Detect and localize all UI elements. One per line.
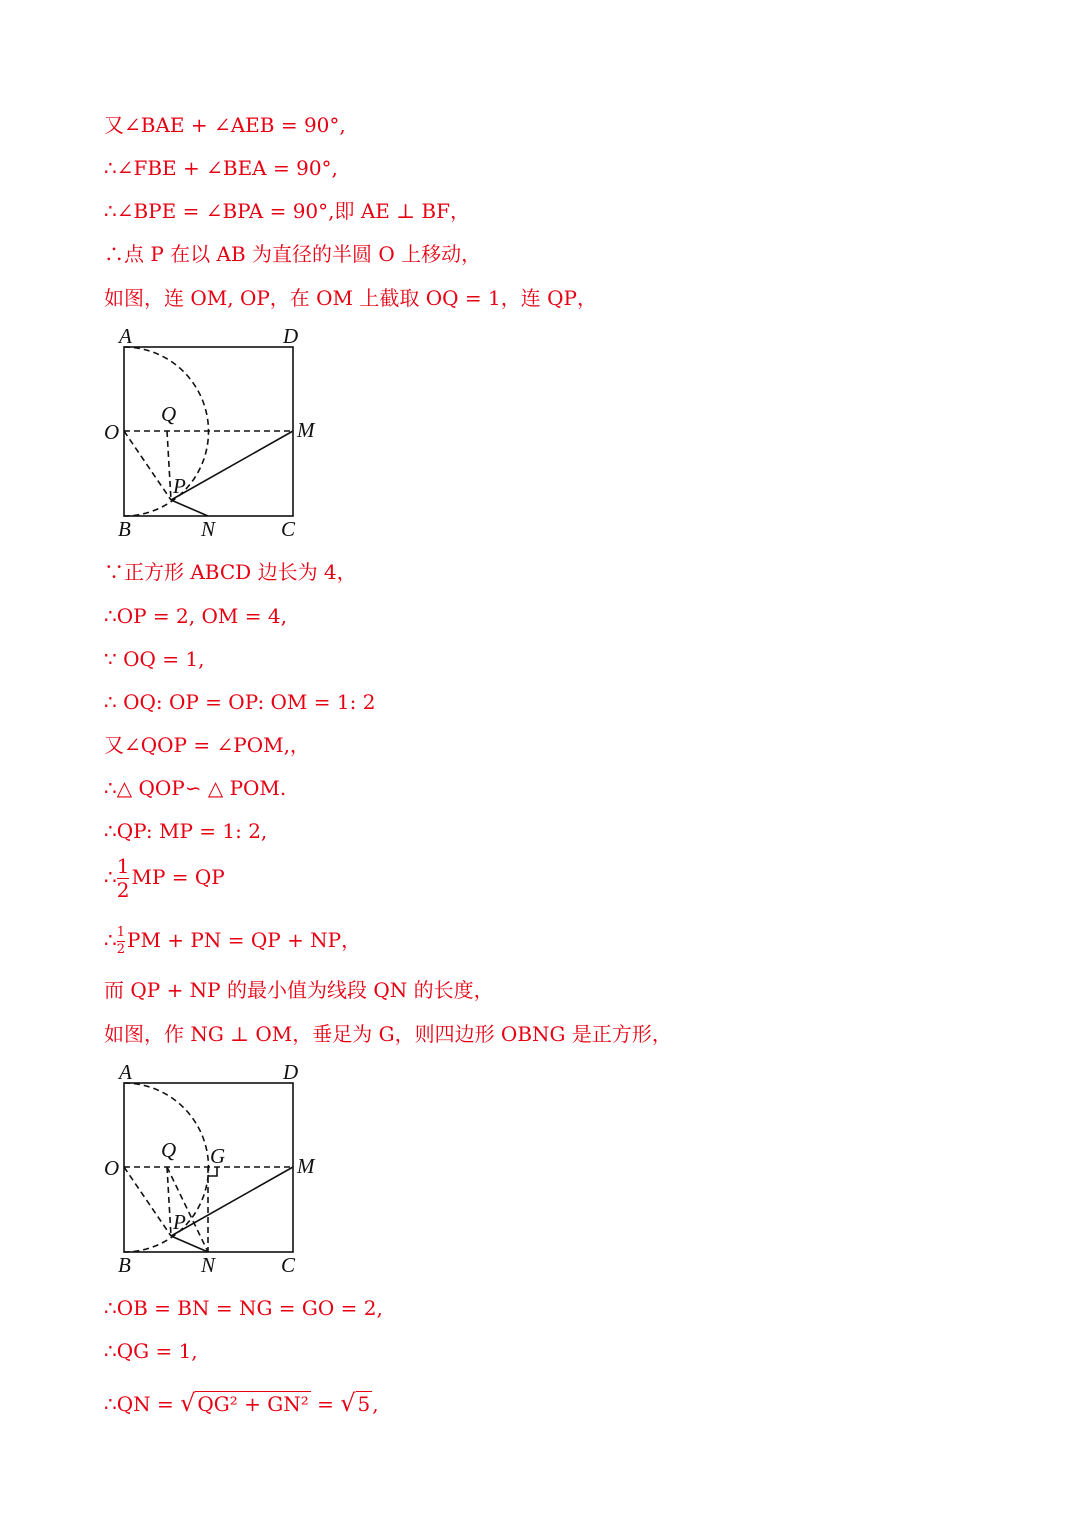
label-c: C: [281, 517, 296, 541]
equals: =: [310, 1392, 341, 1416]
label-c: C: [281, 1253, 296, 1277]
line-angle-sum: 又∠BAE + ∠AEB = 90°,: [104, 113, 346, 137]
line-construct-oq: 如图，连 OM, OP，在 OM 上截取 OQ = 1，连 QP，: [104, 286, 597, 310]
sqrt-radicand-five: 5: [357, 1392, 371, 1416]
sqrt-radicand: QG² + GN²: [197, 1392, 309, 1416]
fraction-numerator: 1: [116, 854, 130, 878]
line-similar: ∴△ QOP∽ △ POM.: [104, 776, 287, 800]
line-qn-sqrt: [104, 1389, 379, 1418]
right-angle-mark: [208, 1167, 217, 1176]
label-m: M: [297, 1154, 315, 1178]
fraction-denominator: 2: [116, 878, 130, 902]
fraction-numerator: 1: [116, 925, 126, 941]
line-qp-mp: ∴QP: MP = 1: 2,: [104, 819, 268, 843]
label-o: O: [104, 1156, 120, 1180]
line-prefix: ∴: [104, 928, 117, 952]
line-qg: ∴QG = 1,: [104, 1339, 198, 1363]
segment-qp: [167, 1167, 171, 1236]
segment-pn: [171, 1236, 208, 1252]
label-b: B: [118, 517, 131, 541]
label-p: P: [173, 1210, 186, 1234]
line-semicircle: ∴点 P 在以 AB 为直径的半圆 O 上移动，: [104, 242, 482, 266]
line-op-om: ∴OP = 2, OM = 4,: [104, 604, 287, 628]
line-prefix: ∴: [104, 865, 117, 889]
label-q: Q: [161, 1138, 177, 1162]
label-d: D: [283, 324, 299, 348]
label-a: A: [119, 1060, 132, 1084]
line-prefix: ∴QN =: [104, 1392, 181, 1416]
segment-pm: [171, 1167, 293, 1236]
line-side-length: ∵正方形 ABCD 边长为 4，: [104, 560, 357, 584]
sqrt-five: √ 5: [340, 1389, 371, 1417]
label-n: N: [201, 1253, 216, 1277]
label-o: O: [104, 420, 120, 444]
label-m: M: [297, 418, 315, 442]
line-ratio: ∴ OQ: OP = OP: OM = 1: 2: [104, 690, 376, 714]
line-square-sides: ∴OB = BN = NG = GO = 2,: [104, 1296, 383, 1320]
segment-op: [124, 1167, 171, 1236]
fraction-denominator: 2: [116, 942, 126, 957]
sqrt-qg-gn: √ QG² + GN²: [180, 1389, 309, 1417]
label-b: B: [118, 1253, 131, 1277]
line-min-value: 而 QP + NP 的最小值为线段 QN 的长度，: [104, 978, 494, 1002]
line-oq: ∵ OQ = 1,: [104, 647, 205, 671]
label-g: G: [210, 1144, 226, 1168]
label-q: Q: [161, 402, 177, 426]
line-perpendicular: ∴∠BPE = ∠BPA = 90°,即 AE ⊥ BF，: [104, 199, 471, 223]
label-d: D: [283, 1060, 299, 1084]
label-p: P: [173, 474, 186, 498]
line-fbe-bea: ∴∠FBE + ∠BEA = 90°,: [104, 156, 338, 180]
line-construct-ng: 如图，作 NG ⊥ OM，垂足为 G，则四边形 OBNG 是正方形，: [104, 1022, 672, 1046]
label-a: A: [119, 324, 132, 348]
line-angle-qop: 又∠QOP = ∠POM,，: [104, 733, 310, 757]
line-rest: PM + PN = QP + NP，: [127, 928, 362, 952]
label-n: N: [201, 517, 216, 541]
line-rest: MP = QP: [131, 865, 225, 889]
line-suffix: ,: [372, 1392, 379, 1416]
